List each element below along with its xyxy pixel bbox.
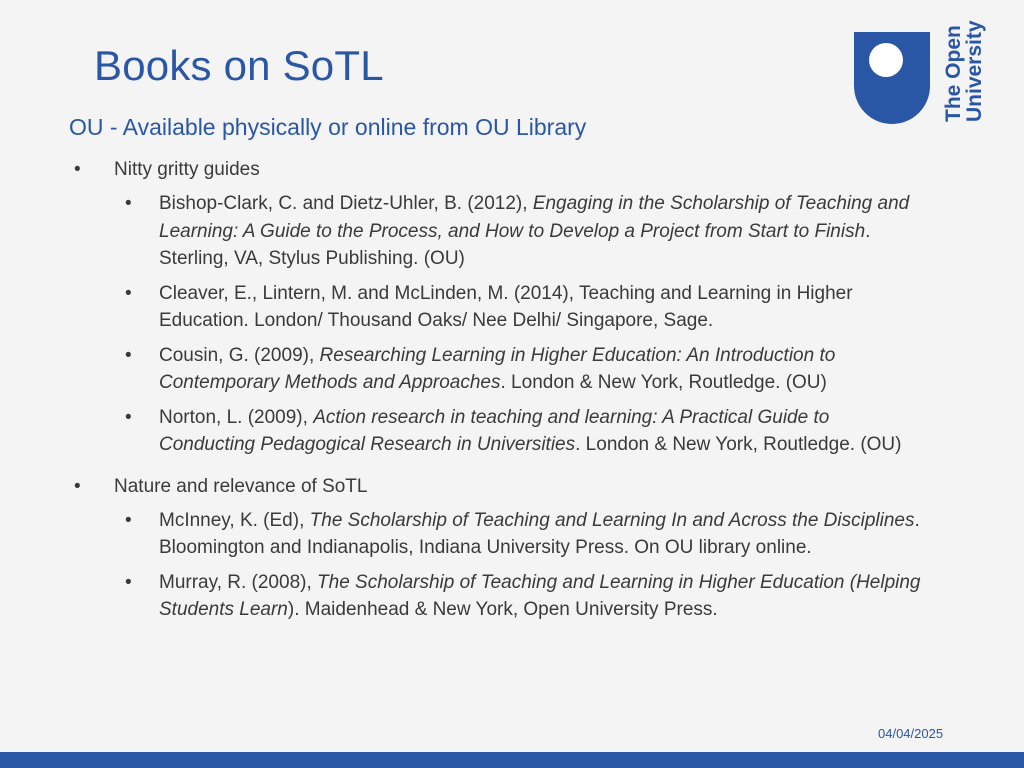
bullet: • <box>125 344 132 366</box>
list-item <box>0 280 1024 335</box>
footer-bar <box>0 752 1024 768</box>
bullet: • <box>125 193 132 214</box>
list-item <box>0 569 1024 624</box>
list-item <box>0 342 1024 397</box>
book-title: The Scholarship of Teaching and Learning In and Across the Disciplines <box>309 509 915 531</box>
logo-line-2: University <box>963 20 986 122</box>
bullet: • <box>125 571 132 593</box>
section-heading <box>0 473 1024 501</box>
citation-suffix: ). Maidenhead & New York, Open University Press. <box>287 599 718 620</box>
book-title: Engaging in the Scholarship of Teaching and Learning: A Guide to the Process, and How to Develop a Project from Start to Finish <box>159 193 910 242</box>
citation-prefix: Cleaver, E., Lintern, M. and McLinden, M. (2014), Teaching and Learning in Higher Education. London/ Thousand Oaks/ Nee Delhi/ Singapore, Sage. <box>159 282 853 331</box>
citation-suffix: . Bloomington and Indianapolis, Indiana University Press. On OU library online. <box>159 509 920 558</box>
bullet: • <box>125 282 132 304</box>
section-label: Nature and relevance of SoTL <box>114 475 368 497</box>
book-list <box>0 190 1024 459</box>
list-item <box>0 190 1024 273</box>
slide-date: 04/04/2025 <box>878 726 944 741</box>
citation-prefix: Bishop-Clark, C. and Dietz-Uhler, B. (2012), <box>159 193 533 214</box>
book-title: The Scholarship of Teaching and Learning in Higher Education (Helping Students Learn <box>159 571 921 620</box>
section-nature-and-relevance <box>0 473 1024 624</box>
bullet: • <box>125 509 132 531</box>
list-item <box>0 404 1024 459</box>
logo-line-1: The Open <box>942 25 965 122</box>
bullet: • <box>74 159 81 180</box>
section-label: Nitty gritty guides <box>114 159 260 180</box>
citation-suffix: . London & New York, Routledge. (OU) <box>500 372 827 393</box>
book-title: Action research in teaching and learning: A Practical Guide to Conducting Pedagogical Research in Universities <box>159 406 830 455</box>
reading-list <box>0 156 1024 638</box>
citation-prefix: Norton, L. (2009), <box>159 406 314 428</box>
section-nitty-gritty-guides <box>0 156 1024 459</box>
bullet: • <box>125 406 132 428</box>
page-title: Books on SoTL <box>94 42 384 89</box>
citation-prefix: McInney, K. (Ed), <box>159 509 310 531</box>
citation-suffix: . London & New York, Routledge. (OU) <box>575 434 902 455</box>
book-list <box>0 507 1024 624</box>
citation-prefix: Cousin, G. (2009), <box>159 344 320 366</box>
logo-wordmark <box>943 20 985 122</box>
citation-suffix: . Sterling, VA, Stylus Publishing. (OU) <box>159 220 871 269</box>
book-title: Researching Learning in Higher Education: An Introduction to Contemporary Methods and Approaches <box>159 344 836 393</box>
list-item <box>0 507 1024 562</box>
bullet: • <box>74 475 81 497</box>
page-subtitle: OU - Available physically or online from OU Library <box>69 114 587 140</box>
section-heading <box>0 156 1024 184</box>
citation-prefix: Murray, R. (2008), <box>159 571 318 593</box>
